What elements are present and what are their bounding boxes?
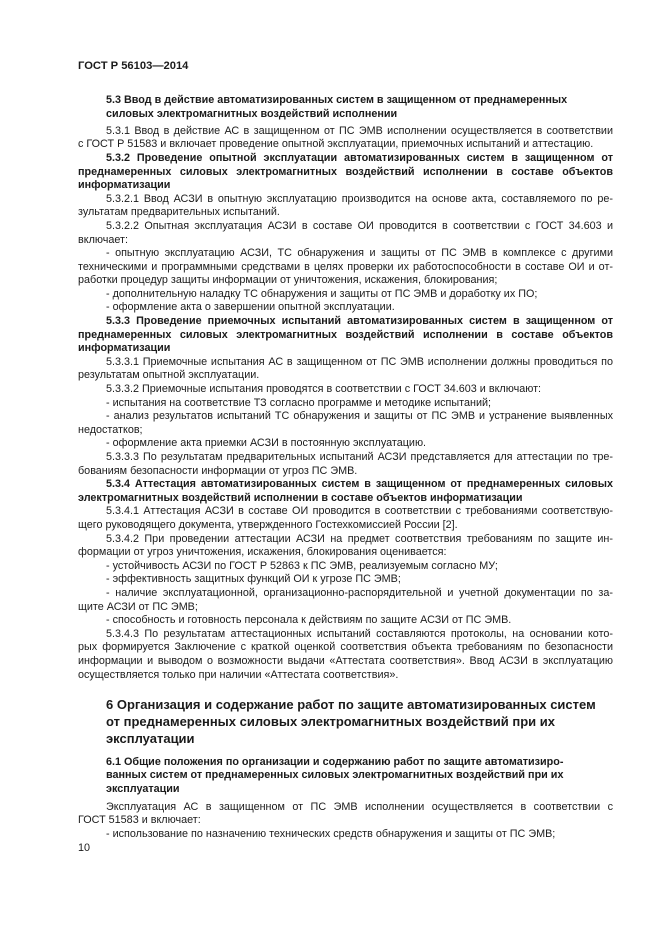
text-line: 5.3.3.1 Приемочные испытания АС в защищенном от ПС ЭМВ исполнении должны проводиться по: [106, 355, 613, 368]
text-line: работки процедур защиты информации от уничтожения, искажения, блокирования;: [78, 274, 498, 287]
heading-line: 5.3.3 Проведение приемочных испытаний автоматизированных систем в защищенном от: [106, 315, 613, 328]
text-line: недостатков;: [78, 423, 143, 436]
paragraph-5-3-4-2: [78, 533, 613, 560]
paragraph-5-3-2-1: [78, 193, 613, 220]
text-line: включает:: [78, 233, 128, 246]
section-heading-6: [78, 696, 613, 747]
text-line: с ГОСТ Р 51583 и включает проведение опытной эксплуатации, приемочных испытаний и аттестацию.: [78, 138, 594, 151]
text-line: - наличие эксплуатационной, организационно-распорядительной и учетной документации по за-: [106, 586, 613, 599]
list-item: [78, 247, 613, 288]
heading-5-3: [78, 94, 613, 121]
heading-line: 6.1 Общие положения по организации и содержанию работ по защите автоматизиро-: [106, 755, 564, 768]
heading-line: силовых электромагнитных воздействий исполнении: [106, 107, 398, 120]
text-line: щите АСЗИ от ПС ЭМВ;: [78, 600, 198, 613]
text-line: - анализ результатов испытаний ТС обнаружения и защиты от ПС ЭМВ и устранение выявленных: [106, 410, 613, 423]
heading-line: эксплуатации: [106, 783, 180, 796]
list-item: [78, 573, 613, 587]
text-line: 5.3.4.2 При проведении аттестации АСЗИ на предмет соответствия требованиям по защите ин-: [106, 532, 613, 545]
heading-line: от преднамеренных силовых электромагнитных воздействий при их: [106, 714, 555, 730]
text-line: 5.3.3.3 По результатам предварительных испытаний АСЗИ представляется для аттестации по тре-: [106, 451, 613, 464]
text-line: 5.3.1 Ввод в действие АС в защищенном от ПС ЭМВ исполнении осуществляется в соответствии: [106, 124, 613, 137]
page-body: [78, 94, 613, 841]
text-line: бованиям безопасности информации от угроз ПС ЭМВ.: [78, 464, 358, 477]
paragraph-5-3-3-1: [78, 356, 613, 383]
heading-line: 5.3.4 Аттестация автоматизированных систем в защищенном от преднамеренных силовых: [106, 478, 613, 491]
paragraph-5-3-3-3: [78, 451, 613, 478]
paragraph-5-3-4-3: [78, 628, 613, 682]
text-line: зультатам предварительных испытаний.: [78, 206, 280, 219]
page-number: 10: [78, 842, 91, 854]
text-line: 5.3.4.3 По результатам аттестационных испытаний составляются протоколы, на основании кото-: [106, 627, 613, 640]
text-line: осуществляется только при наличии «Аттестата соответствия».: [78, 668, 399, 681]
list-item: [78, 560, 613, 574]
text-line: 5.3.4.1 Аттестация АСЗИ в составе ОИ проводится в соответствии с требованиями соответствую-: [106, 505, 613, 518]
heading-line: электромагнитных воздействий исполнении в составе объектов информатизации: [78, 491, 523, 504]
list-item: [78, 397, 613, 411]
heading-line: преднамеренных силовых электромагнитных воздействий исполнении в составе объектов: [78, 165, 613, 178]
text-line: - способность и готовность персонала к действиям по защите АСЗИ от ПС ЭМВ.: [106, 614, 512, 627]
paragraph-5-3-2-2: [78, 220, 613, 247]
list-item: [78, 437, 613, 451]
list-item: [78, 587, 613, 614]
list-item: [78, 410, 613, 437]
text-line: информации и выводом о возможности выдачи «Аттестата соответствия». Ввод АСЗИ в эксплуатацию: [78, 654, 613, 667]
heading-line: информатизации: [78, 342, 171, 355]
text-line: техническими и программными средствами в целях проверки их работоспособности в составе ОИ и от-: [78, 260, 613, 273]
text-line: - использование по назначению технических средств обнаружения и защиты от ПС ЭМВ;: [106, 828, 556, 841]
paragraph-5-3-4-1: [78, 505, 613, 532]
heading-line: 6 Организация и содержание работ по защите автоматизированных систем: [106, 697, 596, 713]
heading-5-3-2: [78, 152, 613, 193]
text-line: - оформление акта приемки АСЗИ в постоянную эксплуатацию.: [106, 437, 427, 450]
document-standard-code: ГОСТ Р 56103—2014: [78, 60, 189, 72]
text-line: формации от угроз уничтожения, искажения, блокирования оценивается:: [78, 546, 447, 559]
heading-5-3-3: [78, 315, 613, 356]
text-line: рых формируется Заключение с краткой оценкой соответствия объекта требованиям по безопасности: [78, 641, 613, 654]
heading-line: 5.3 Ввод в действие автоматизированных систем в защищенном от преднамеренных: [106, 94, 568, 107]
text-line: - дополнительную наладку ТС обнаружения и защиты от ПС ЭМВ и доработку их ПО;: [106, 287, 538, 300]
text-line: - устойчивость АСЗИ по ГОСТ Р 52863 к ПС ЭМВ, реализуемым согласно МУ;: [106, 559, 498, 572]
heading-line: эксплуатации: [106, 731, 195, 747]
heading-6-1: [78, 756, 613, 797]
list-item: [78, 614, 613, 628]
paragraph-5-3-3-2: [78, 383, 613, 397]
text-line: - оформление акта о завершении опытной эксплуатации.: [106, 301, 395, 314]
text-line: 5.3.2.1 Ввод АСЗИ в опытную эксплуатацию производится на основе акта, составляемого по ре-: [106, 192, 613, 205]
text-line: - опытную эксплуатацию АСЗИ, ТС обнаружения и защиты от ПС ЭМВ в комплексе с другими: [106, 247, 613, 260]
heading-line: информатизации: [78, 179, 171, 192]
heading-line: преднамеренных силовых электромагнитных воздействий исполнении в составе объектов: [78, 328, 613, 341]
list-item: [78, 288, 613, 302]
text-line: 5.3.2.2 Опытная эксплуатация АСЗИ в составе ОИ проводится в соответствии с ГОСТ 34.603 и: [106, 219, 613, 232]
heading-5-3-4: [78, 478, 613, 505]
heading-line: 5.3.2 Проведение опытной эксплуатации автоматизированных систем в защищенном от: [106, 151, 613, 164]
text-line: 5.3.3.2 Приемочные испытания проводятся в соответствии с ГОСТ 34.603 и включают:: [106, 383, 542, 396]
text-line: щего руководящего документа, утвержденного Гостехкомиссией России [2].: [78, 518, 458, 531]
text-line: результатам опытной эксплуатации.: [78, 369, 260, 382]
list-item: [78, 301, 613, 315]
heading-line: ванных систем от преднамеренных силовых электромагнитных воздействий при их: [106, 769, 564, 782]
text-line: - испытания на соответствие ТЗ согласно программе и методике испытаний;: [106, 396, 492, 409]
text-line: Эксплуатация АС в защищенном от ПС ЭМВ исполнении осуществляется в соответствии с: [106, 800, 613, 813]
text-line: ГОСТ 51583 и включает:: [78, 814, 201, 827]
paragraph-6-1: [78, 801, 613, 828]
list-item: [78, 828, 613, 842]
text-line: - эффективность защитных функций ОИ к угрозе ПС ЭМВ;: [106, 573, 401, 586]
paragraph-5-3-1: [78, 125, 613, 152]
